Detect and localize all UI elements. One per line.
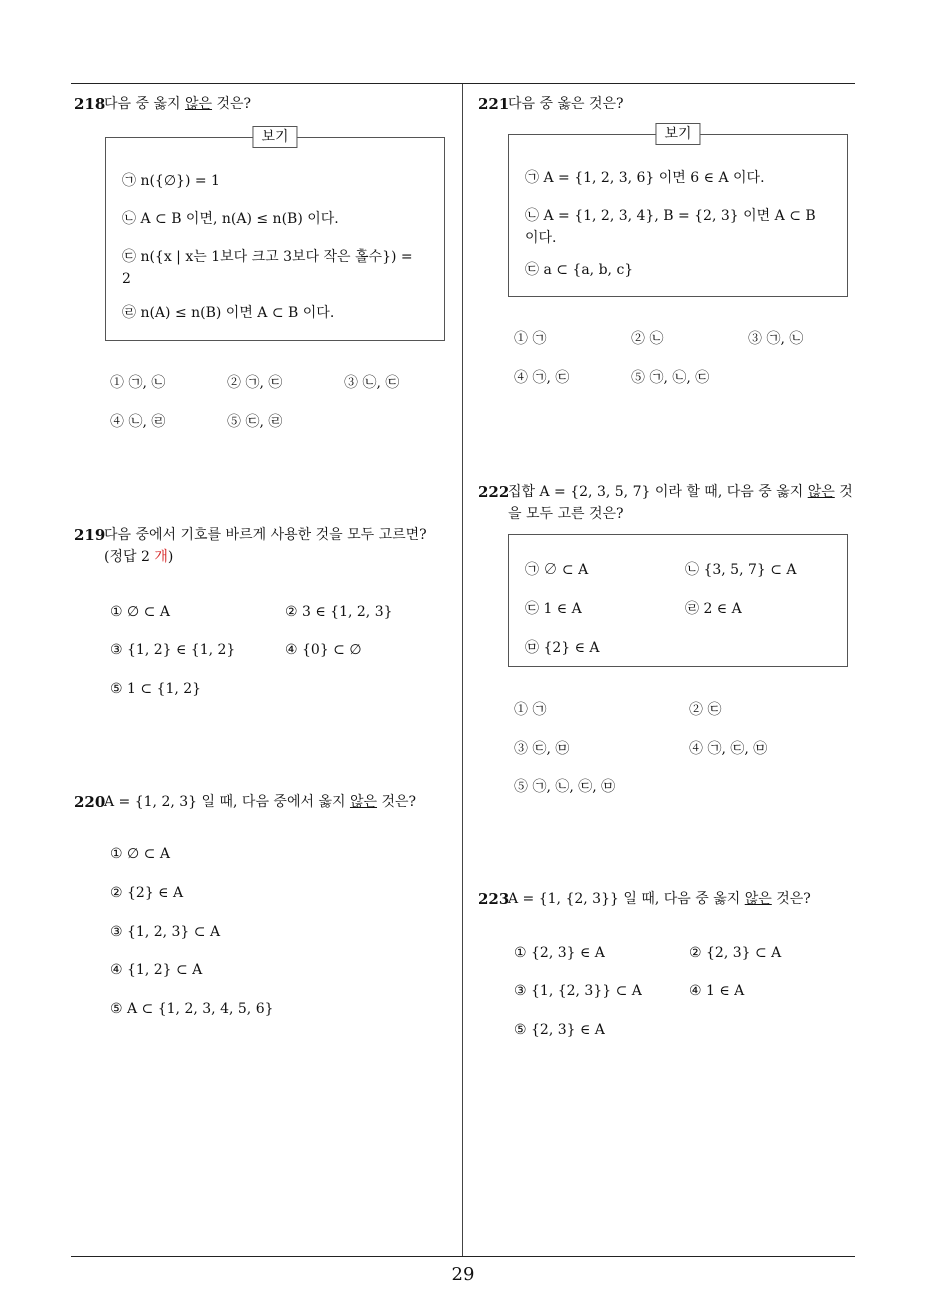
question-stem: 223 A = {1, {2, 3}} 일 때, 다음 중 옳지 않은 것은? <box>478 890 811 908</box>
question-218 <box>74 93 452 115</box>
box-item: ㉠ ∅ ⊂ A <box>525 562 589 578</box>
box-title: 보기 <box>655 123 700 145</box>
question-stem: 219 다음 중에서 기호를 바르게 사용한 것을 모두 고르면? <box>74 526 427 544</box>
question-219 <box>74 524 452 568</box>
option-2[interactable]: ② ㉡ <box>631 331 664 347</box>
option-3[interactable]: ③ {1, 2} ∈ {1, 2} <box>110 642 236 658</box>
box-item: ㉢ 1 ∈ A <box>525 601 582 617</box>
question-222 <box>478 481 856 525</box>
option-2[interactable]: ② ㉢ <box>689 702 722 718</box>
question-number: 218 <box>74 95 106 113</box>
question-number: 222 <box>478 483 510 501</box>
top-rule <box>71 83 855 84</box>
option-4[interactable]: ④ ㉠, ㉢ <box>514 370 570 386</box>
option-3[interactable]: ③ {1, {2, 3}} ⊂ A <box>514 983 642 999</box>
box-item: ㉠ A = {1, 2, 3, 6} 이면 6 ∈ A 이다. <box>525 170 765 186</box>
question-221 <box>478 93 856 115</box>
answer-count-note: (정답 2 개) <box>104 549 174 565</box>
option-5[interactable]: ⑤ ㉢, ㉣ <box>227 414 283 430</box>
example-box-218 <box>105 129 445 341</box>
option-1[interactable]: ① ㉠, ㉡ <box>110 375 166 391</box>
option-4[interactable]: ④ {0} ⊂ ∅ <box>285 642 362 658</box>
box-item: ㉤ {2} ∈ A <box>525 640 600 656</box>
bottom-rule <box>71 1256 855 1257</box>
box-item: ㉢ a ⊂ {a, b, c} <box>525 262 634 278</box>
box-title: 보기 <box>252 126 297 148</box>
box-item: ㉡ A = {1, 2, 3, 4}, B = {2, 3} 이면 A ⊂ B 이다. <box>525 208 816 246</box>
option-1[interactable]: ① ㉠ <box>514 702 547 718</box>
question-number: 223 <box>478 890 510 908</box>
option-3[interactable]: ③ ㉡, ㉢ <box>344 375 400 391</box>
box-item: ㉡ A ⊂ B 이면, n(A) ≤ n(B) 이다. <box>122 211 339 227</box>
option-5[interactable]: ⑤ ㉠, ㉡, ㉢, ㉤ <box>514 779 616 795</box>
box-item: ㉡ {3, 5, 7} ⊂ A <box>685 562 797 578</box>
box-item: ㉠ n({∅}) = 1 <box>122 173 220 189</box>
option-3[interactable]: ③ ㉠, ㉡ <box>748 331 804 347</box>
question-stem: 218 다음 중 옳지 않은 것은? <box>74 95 252 113</box>
question-223 <box>478 888 856 910</box>
question-stem: 222 집합 A = {2, 3, 5, 7} 이라 할 때, 다음 중 옳지 않은 것을 모두 고른 것은? <box>478 483 853 522</box>
option-4[interactable]: ④ ㉠, ㉢, ㉤ <box>689 741 768 757</box>
option-1[interactable]: ① ∅ ⊂ A <box>110 846 170 862</box>
question-number: 219 <box>74 526 106 544</box>
box-item: ㉣ n(A) ≤ n(B) 이면 A ⊂ B 이다. <box>122 305 335 321</box>
question-stem: 221 다음 중 옳은 것은? <box>478 95 624 113</box>
question-number: 221 <box>478 95 510 113</box>
option-2[interactable]: ② 3 ∈ {1, 2, 3} <box>285 604 393 620</box>
option-1[interactable]: ① ㉠ <box>514 331 547 347</box>
example-box-221 <box>508 126 848 297</box>
option-2[interactable]: ② ㉠, ㉢ <box>227 375 283 391</box>
option-2[interactable]: ② {2, 3} ⊂ A <box>689 945 782 961</box>
box-item: ㉣ 2 ∈ A <box>685 601 742 617</box>
option-4[interactable]: ④ {1, 2} ⊂ A <box>110 962 203 978</box>
option-5[interactable]: ⑤ {2, 3} ∈ A <box>514 1022 605 1038</box>
option-1[interactable]: ① ∅ ⊂ A <box>110 604 170 620</box>
page-number: 29 <box>451 1264 475 1285</box>
option-4[interactable]: ④ ㉡, ㉣ <box>110 414 166 430</box>
question-stem: 220 A = {1, 2, 3} 일 때, 다음 중에서 옳지 않은 것은? <box>74 793 417 811</box>
question-number: 220 <box>74 793 106 811</box>
example-box-222 <box>508 534 848 667</box>
option-5[interactable]: ⑤ ㉠, ㉡, ㉢ <box>631 370 710 386</box>
option-1[interactable]: ① {2, 3} ∈ A <box>514 945 605 961</box>
column-divider <box>462 84 463 1256</box>
option-5[interactable]: ⑤ 1 ⊂ {1, 2} <box>110 681 202 697</box>
option-5[interactable]: ⑤ A ⊂ {1, 2, 3, 4, 5, 6} <box>110 1001 274 1017</box>
option-3[interactable]: ③ ㉢, ㉤ <box>514 741 570 757</box>
question-220 <box>74 791 452 813</box>
option-4[interactable]: ④ 1 ∈ A <box>689 983 745 999</box>
box-item: ㉢ n({x | x는 1보다 크고 3보다 작은 홀수}) = 2 <box>122 249 413 287</box>
option-3[interactable]: ③ {1, 2, 3} ⊂ A <box>110 924 221 940</box>
option-2[interactable]: ② {2} ∈ A <box>110 885 184 901</box>
